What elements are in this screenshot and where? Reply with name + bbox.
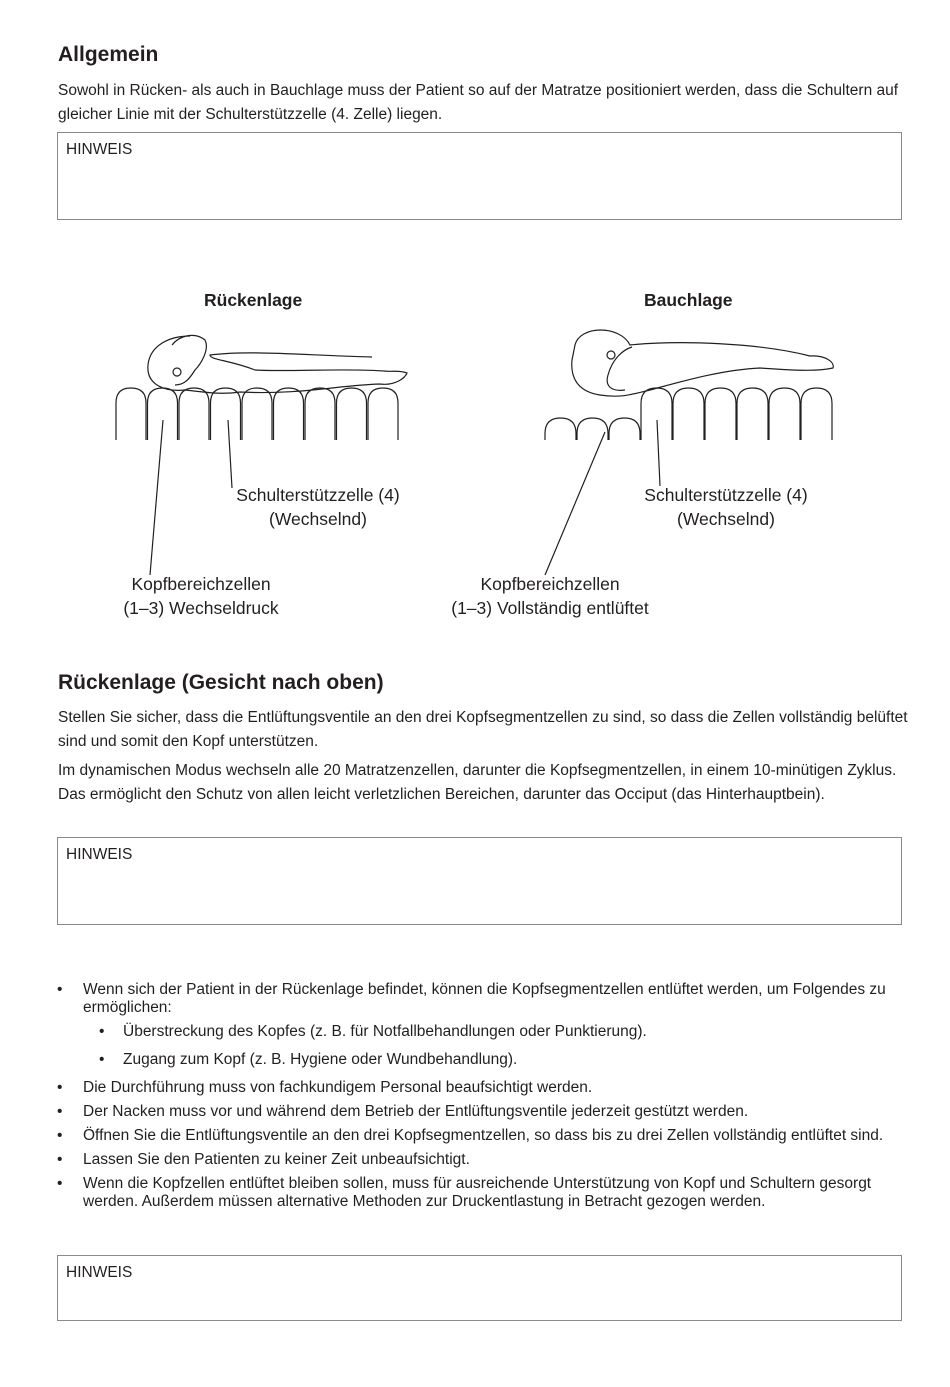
list-item: • Überstreckung des Kopfes (z. B. für Notfallbehandlungen oder Punktierung). <box>57 1023 907 1041</box>
prone-patient-figure <box>572 330 834 396</box>
mattress-cell <box>609 418 640 440</box>
label-line: Kopfbereichzellen <box>131 574 271 594</box>
mattress-cell <box>179 388 209 440</box>
general-text: Sowohl in Rücken- als auch in Bauchlage muss der Patient so auf der Matratze positioniert werden, dass die Schultern auf gleicher Linie mit der Schulterstützzelle (4. Zelle) liegen. <box>58 82 899 123</box>
mattress-cell <box>337 388 367 440</box>
supine-paragraph-2: Im dynamischen Modus wechseln alle 20 Matratzenzellen, darunter die Kopfsegmentzellen, in einem 10-minütigen Zyklus. Das ermöglicht den Schutz von allen leicht verletzlichen Bereichen, darunter das Occiput (das Hinterhauptbein). <box>58 762 897 803</box>
list-item: • Wenn die Kopfzellen entlüftet bleiben sollen, muss für ausreichende Unterstützung von Kopf und Schultern gesorgt werden. Außerdem müssen alternative Methoden zur Druckentlastung in Betracht gezogen werden. <box>57 1175 907 1211</box>
supine-paragraph-1: Stellen Sie sicher, dass die Entlüftungsventile an den drei Kopfsegmentzellen zu sind, so dass die Zellen vollständig belüftet sind und somit den Kopf unterstützen. <box>58 709 908 750</box>
section-title-supine: Rückenlage (Gesicht nach oben) <box>58 671 384 694</box>
label-line: (1–3) Vollständig entlüftet <box>451 598 649 618</box>
mattress-cell <box>673 388 704 440</box>
label-prone-head <box>420 572 680 620</box>
mattress-cell <box>705 388 736 440</box>
mattress-cell <box>769 388 800 440</box>
note-box <box>57 837 902 925</box>
list-item: • Zugang zum Kopf (z. B. Hygiene oder Wundbehandlung). <box>57 1051 907 1069</box>
note-box <box>57 1255 902 1321</box>
note-box <box>57 132 902 220</box>
mattress-cell <box>801 388 832 440</box>
caption-prone: Bauchlage <box>644 290 733 310</box>
list-item: • Wenn sich der Patient in der Rückenlage befindet, können die Kopfsegmentzellen entlüftet werden, um Folgendes zu ermöglichen: <box>57 981 907 1017</box>
note-label: HINWEIS <box>66 846 133 863</box>
label-line: Schulterstützzelle (4) <box>644 485 808 505</box>
mattress-cell <box>641 388 672 440</box>
list-item: • Öffnen Sie die Entlüftungsventile an den drei Kopfsegmentzellen, so dass bis zu drei Zellen vollständig entlüftet sind. <box>57 1127 907 1145</box>
label-supine-shoulder <box>208 483 428 531</box>
mattress-cell <box>211 388 241 440</box>
section-title-general: Allgemein <box>58 43 159 66</box>
label-line: (Wechselnd) <box>269 509 367 529</box>
supine-patient-figure <box>148 335 407 393</box>
bullet-list <box>57 981 907 1217</box>
list-item: • Der Nacken muss vor und während dem Betrieb der Entlüftungsventile jederzeit gestützt werden. <box>57 1103 907 1121</box>
label-line: (1–3) Wechseldruck <box>123 598 279 618</box>
mattress-cell <box>545 418 576 440</box>
list-item: • Lassen Sie den Patienten zu keiner Zeit unbeaufsichtigt. <box>57 1151 907 1169</box>
label-line: Schulterstützzelle (4) <box>236 485 400 505</box>
mattress-cell <box>305 388 335 440</box>
label-supine-head <box>96 572 306 620</box>
label-line: (Wechselnd) <box>677 509 775 529</box>
mattress-cells-supine <box>116 388 398 440</box>
label-prone-shoulder <box>616 483 836 531</box>
note-label: HINWEIS <box>66 141 133 158</box>
note-label: HINWEIS <box>66 1264 133 1281</box>
mattress-cells-prone <box>545 388 832 440</box>
label-line: Kopfbereichzellen <box>480 574 620 594</box>
list-item: • Die Durchführung muss von fachkundigem Personal beaufsichtigt werden. <box>57 1079 907 1097</box>
mattress-cell <box>274 388 304 440</box>
mattress-cell <box>116 388 146 440</box>
mattress-cell <box>368 388 398 440</box>
mattress-cell <box>242 388 272 440</box>
mattress-cell <box>737 388 768 440</box>
mattress-illustration <box>0 320 950 590</box>
caption-supine: Rückenlage <box>204 290 303 310</box>
